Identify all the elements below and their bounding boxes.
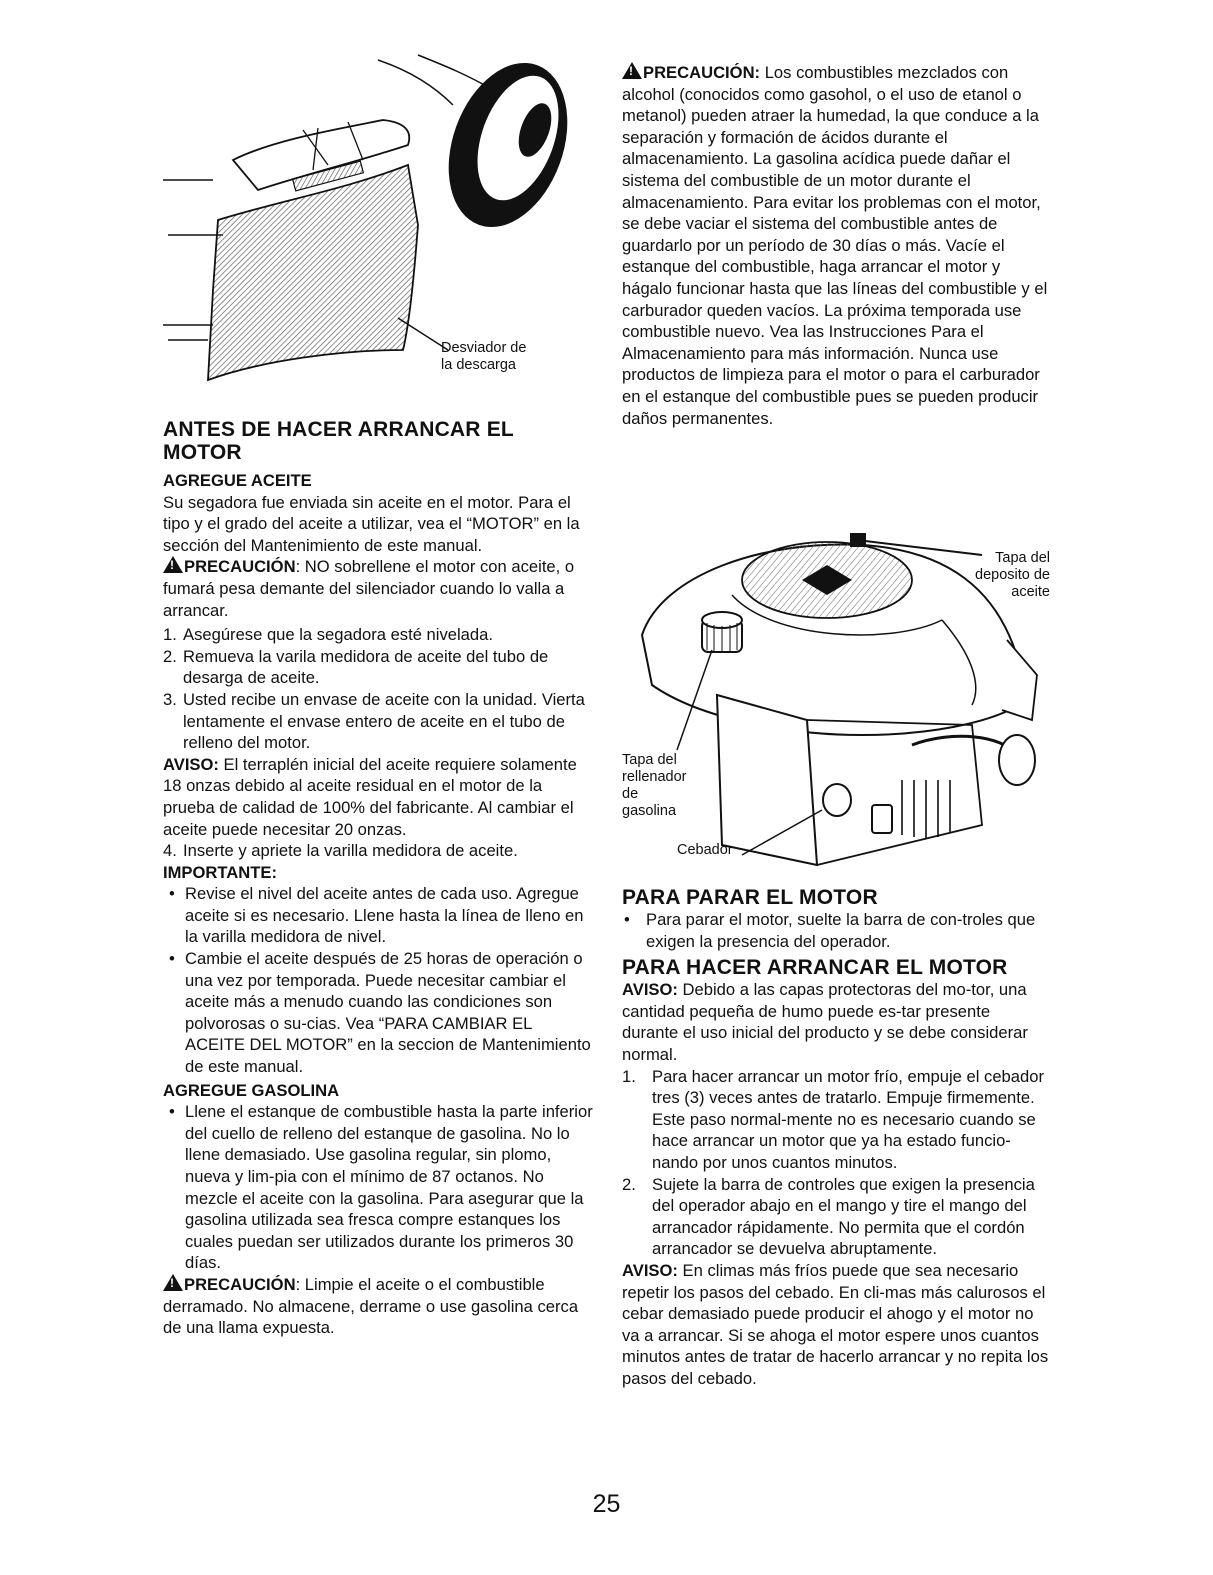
list-item: • Para parar el motor, suelte la barra de con-troles que exigen la presencia del operador.	[624, 910, 1036, 951]
stop-list	[622, 909, 1050, 952]
heading-start-engine: PARA HACER ARRANCAR EL MOTOR	[622, 956, 1008, 980]
add-oil-text: Su segadora fue enviada sin aceite en el motor. Para el tipo y el grado del aceite a utilizar, vea el “MOTOR” en la sección del Mantenimiento de este manual.	[163, 492, 580, 555]
left-column	[163, 418, 595, 1339]
important-list	[163, 883, 595, 1077]
right-column-bottom	[622, 886, 1050, 1389]
heading-add-fuel: AGREGUE GASOLINA	[163, 1080, 340, 1100]
list-item: 2. Sujete la barra de controles que exigen la presencia del operador abajo en el mango y tire el mango del arrancador rápidamente. No permita que el cordón arrancador se devuelva abruptamente.	[622, 1174, 1035, 1259]
heading-stop-engine: PARA PARAR EL MOTOR	[622, 886, 878, 909]
heading-add-oil: AGREGUE ACEITE	[163, 471, 312, 490]
oil-step-4	[163, 840, 595, 862]
caution-spill: !PRECAUCIÓN: Limpie el aceite o el combustible derramado. No almacene, derrame o use gasolina cerca de una llama expuesta.	[163, 1274, 595, 1339]
list-item: 4. Inserte y apriete la varilla medidora de aceite.	[163, 841, 518, 861]
primer-label: Cebador	[677, 842, 733, 858]
caution-oil: !PRECAUCIÓN: NO sobrellene el motor con aceite, o fumará pesa demante del silenciador cuando lo valla a arrancar.	[163, 556, 595, 621]
notice-smoke: AVISO: Debido a las capas protectoras del mo-tor, una cantidad pequeña de humo puede es-tar presente durante el uso inicial del producto y se debe considerar normal.	[622, 980, 1028, 1064]
list-item: 1. Asegúrese que la segadora esté nivelada.	[163, 625, 493, 645]
page-number: 25	[592, 1490, 621, 1518]
warning-triangle-icon	[163, 1274, 183, 1291]
warning-triangle-icon	[622, 62, 642, 79]
list-item: • Cambie el aceite después de 25 horas de operación o una vez por temporada. Puede necesitar cambiar el aceite más a menudo cuando las condiciones son polvorosas o su-cias. Vea “PARA CAMBIAR EL ACEITE DEL MOTOR” en la seccion de Mantenimiento de este manual.	[169, 949, 591, 1077]
warning-triangle-icon	[163, 556, 183, 573]
list-item: • Revise el nivel del aceite antes de cada uso. Agregue aceite si es necesario. Llene hasta la línea de lleno en la varilla medidora de nivel.	[169, 884, 584, 947]
heading-before-starting: ANTES DE HACER ARRANCAR EL MOTOR	[163, 418, 514, 464]
notice-oil-amount: AVISO: El terraplén inicial del aceite requiere solamente 18 onzas debido al aceite residual en el motor de la prueba de calidad de 100% del fabricante. Al cambiar el aceite puede necesitar 20 onzas.	[163, 754, 577, 839]
caution-fuel-alcohol: !PRECAUCIÓN: Los combustibles mezclados con alcohol (conocidos como gasohol, o el uso de etanol o metanol) pueden atraer la humedad, la que conduce a la separación y formación de ácidos durante el almacenamiento. La gasolina acídica puede dañar el sistema del combustible de un motor durante el almacenamiento. Para evitar los problemas con el motor, se debe vaciar el sistema del combustible antes de guardarlo por un período de 30 días o más. Vacíe el estanque del combustible, haga arrancar el motor y hágalo funcionar hasta que las líneas del combustible y el carburador queden vacíos. La próxima temporada use combustible nuevo. Vea las Instrucciones Para el Almacenamiento para más información. Nunca use productos de limpieza para el motor o para el carburador en el estanque del combustible pues se pueden producir daños permanentes.	[622, 62, 1050, 429]
list-item: 1. Para hacer arrancar un motor frío, empuje el cebador tres (3) veces antes de tratarlo. Empuje firmemente. Este paso normal-mente no es necesario cuando se hace arrancar un motor que ya ha estado funcio-nando por unos cuantos minutos.	[622, 1066, 1044, 1172]
discharge-deflector-illustration	[163, 50, 603, 400]
start-steps-list	[622, 1066, 1050, 1260]
heading-important: IMPORTANTE:	[163, 862, 277, 882]
oil-cap-label: Tapa del deposito de aceite	[975, 550, 1050, 600]
add-fuel-list	[163, 1101, 595, 1274]
notice-priming: AVISO: En climas más fríos puede que sea necesario repetir los pasos del cebado. En cli-mas más calurosos el cebar demasiado puede producir el ahogo y el motor no va a arrancar. Si se ahoga el motor espere unos cuantos minutos antes de tratar de hacerlo arrancar y no repita los pasos del cebado.	[622, 1260, 1049, 1388]
discharge-deflector-label: Desviador de la descarga	[441, 340, 527, 373]
right-column-top	[622, 62, 1050, 429]
fuel-cap-label: Tapa del rellenador de gasolina	[622, 752, 687, 819]
list-item: 3. Usted recibe un envase de aceite con la unidad. Vierta lentamente el envase entero de aceite en el tubo de relleno del motor.	[163, 689, 585, 753]
list-item: 2. Remueva la varila medidora de aceite del tubo de desarga de aceite.	[163, 646, 549, 688]
list-item: • Llene el estanque de combustible hasta la parte inferior del cuello de relleno del estanque de gasolina. No lo llene demasiado. Use gasolina regular, sin plomo, nueva y lim-pia con el mínimo de 87 octanos. No mezcle el aceite con la gasolina. Para asegurar que la gasolina utilizada sea fresca compre estanques los cuales puedan ser utilizados durante los primeros 30 días.	[169, 1102, 593, 1273]
oil-steps-list	[163, 624, 595, 754]
